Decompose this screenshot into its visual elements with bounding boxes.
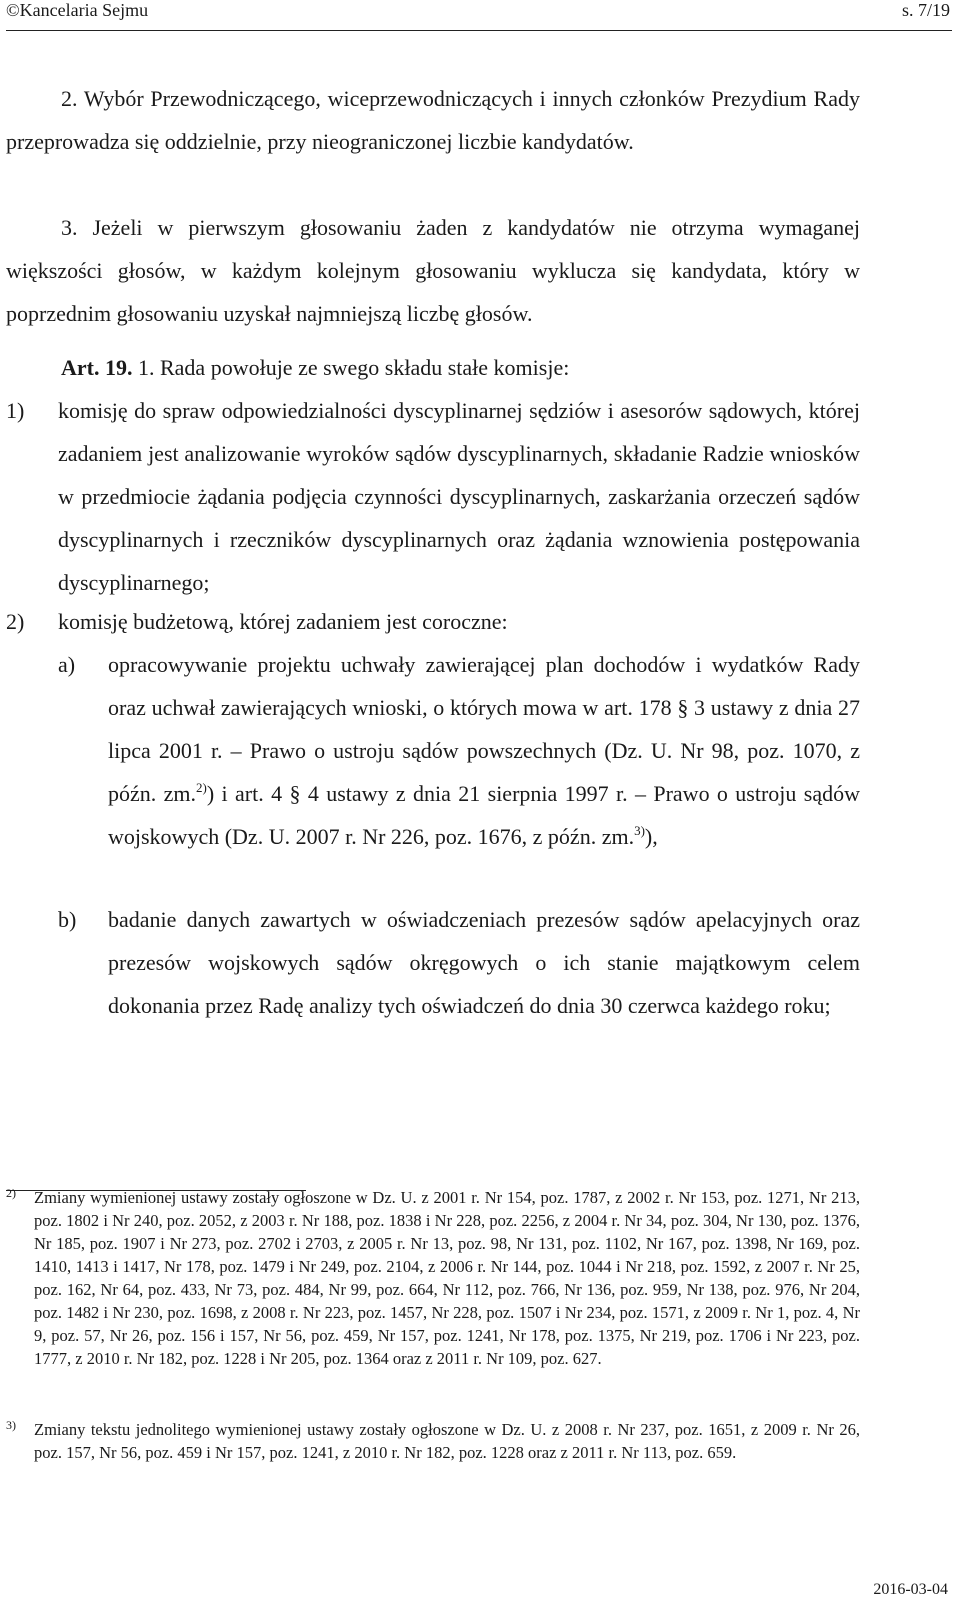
item-1-text: komisję do spraw odpowiedzialności dyscyplinarnej sędziów i asesorów sądowych, której zadaniem jest analizowanie wyroków sądów dyscyplinarnych, składanie Radzie wniosków w przedmiocie żądania podjęcia czynności dyscyplinarnych, zaskarżania orzeczeń sądów dyscyplinarnych i rzeczników dyscyplinarnych oraz żądania wznowienia postępowania dyscyplinarnego; — [58, 398, 860, 595]
header-copyright: ©Kancelaria Sejmu — [6, 0, 149, 20]
header-rule — [6, 30, 952, 31]
footnote-ref-3[interactable]: 3) — [634, 823, 645, 838]
item-1-number: 1) — [6, 398, 25, 423]
footnote-ref-2[interactable]: 2) — [196, 780, 207, 795]
subitem-a-part2: ) i art. 4 § 4 ustawy z dnia 21 sierpnia 1997 r. – Prawo o ustroju sądów wojskowych (Dz. U. 2007 r. Nr 226, poz. 1676, z późn. zm. — [108, 781, 860, 849]
footnote-2-mark: 2) — [6, 1186, 16, 1200]
subitem-b-text: badanie danych zawartych w oświadczeniach prezesów sądów apelacyjnych oraz prezesów wojskowych sądów okręgowych o ich stanie majątkowym celem dokonania przez Radę analizy tych oświadczeń do dnia 30 czerwca każdego roku; — [108, 907, 860, 1018]
subitem-a-number: a) — [58, 652, 76, 677]
article-19-intro — [6, 346, 860, 389]
item-2-text: komisję budżetową, której zadaniem jest coroczne: — [58, 609, 508, 634]
paragraph-3: 3. Jeżeli w pierwszym głosowaniu żaden z kandydatów nie otrzyma wymaganej większości głosów, w każdym kolejnym głosowaniu wyklucza się kandydata, który w poprzednim głosowaniu uzyskał najmniejszą liczbę głosów. — [6, 215, 860, 326]
subitem-a-part1: opracowywanie projektu uchwały zawierającej plan dochodów i wydatków Rady oraz uchwał zawierających wnioski, o których mowa w art. 178 § 3 ustawy z dnia 27 lipca 2001 r. – Prawo o ustroju sądów powszechnych (Dz. U. Nr 98, poz. 1070, z późn. zm. — [108, 652, 860, 806]
item-2-number: 2) — [6, 609, 25, 634]
header-page-number: s. 7/19 — [901, 0, 950, 20]
footnote-3-mark: 3) — [6, 1418, 16, 1432]
footnote-3-text: Zmiany tekstu jednolitego wymienionej ustawy zostały ogłoszone w Dz. U. z 2008 r. Nr 237, poz. 1651, z 2009 r. Nr 26, poz. 157, Nr 56, poz. 459 i Nr 157, poz. 1241, z 2010 r. Nr 182, poz. 1228 oraz z 2011 r. Nr 113, poz. 659. — [34, 1420, 860, 1462]
footnote-2-text: Zmiany wymienionej ustawy zostały ogłoszone w Dz. U. z 2001 r. Nr 154, poz. 1787, z 2002 r. Nr 153, poz. 1271, Nr 213, poz. 1802 i Nr 240, poz. 2052, z 2003 r. Nr 188, poz. 1838 i Nr 228, poz. 2256, z 2004 r. Nr 34, poz. 304, Nr 130, poz. 1376, Nr 185, poz. 1907 i Nr 273, poz. 2702 i 2703, z 2005 r. Nr 13, poz. 98, Nr 131, poz. 1102, Nr 167, poz. 1398, Nr 169, poz. 1410, 1413 i 1417, Nr 178, poz. 1479 i Nr 249, poz. 2104, z 2006 r. Nr 144, poz. 1044 i Nr 218, poz. 1592, z 2007 r. Nr 25, poz. 162, Nr 64, poz. 433, Nr 73, poz. 484, Nr 99, poz. 664, Nr 112, poz. 766, Nr 136, poz. 959, Nr 138, poz. 976, Nr 204, poz. 1482 i Nr 230, poz. 1698, z 2008 r. Nr 223, poz. 1457, Nr 228, poz. 1507 i Nr 234, poz. 1571, z 2009 r. Nr 1, poz. 4, Nr 9, poz. 57, Nr 26, poz. 156 i 157, Nr 56, poz. 459, Nr 157, poz. 1241, Nr 178, poz. 1375, Nr 219, poz. 1706 i Nr 223, poz. 1777, z 2010 r. Nr 182, poz. 1228 i Nr 205, poz. 1364 oraz z 2011 r. Nr 109, poz. 627. — [34, 1188, 860, 1368]
subitem-a-part3: ), — [644, 824, 658, 849]
article-label: Art. 19. — [61, 355, 133, 380]
page-header — [6, 0, 950, 26]
subitem-a-text — [108, 643, 860, 858]
footer-date: 2016-03-04 — [873, 1581, 948, 1598]
paragraph-2: 2. Wybór Przewodniczącego, wiceprzewodniczących i innych członków Prezydium Rady przeprowadza się oddzielnie, przy nieograniczonej liczbie kandydatów. — [6, 86, 860, 154]
article-19-text: 1. Rada powołuje ze swego składu stałe komisje: — [137, 355, 570, 380]
subitem-b-number: b) — [58, 907, 77, 932]
